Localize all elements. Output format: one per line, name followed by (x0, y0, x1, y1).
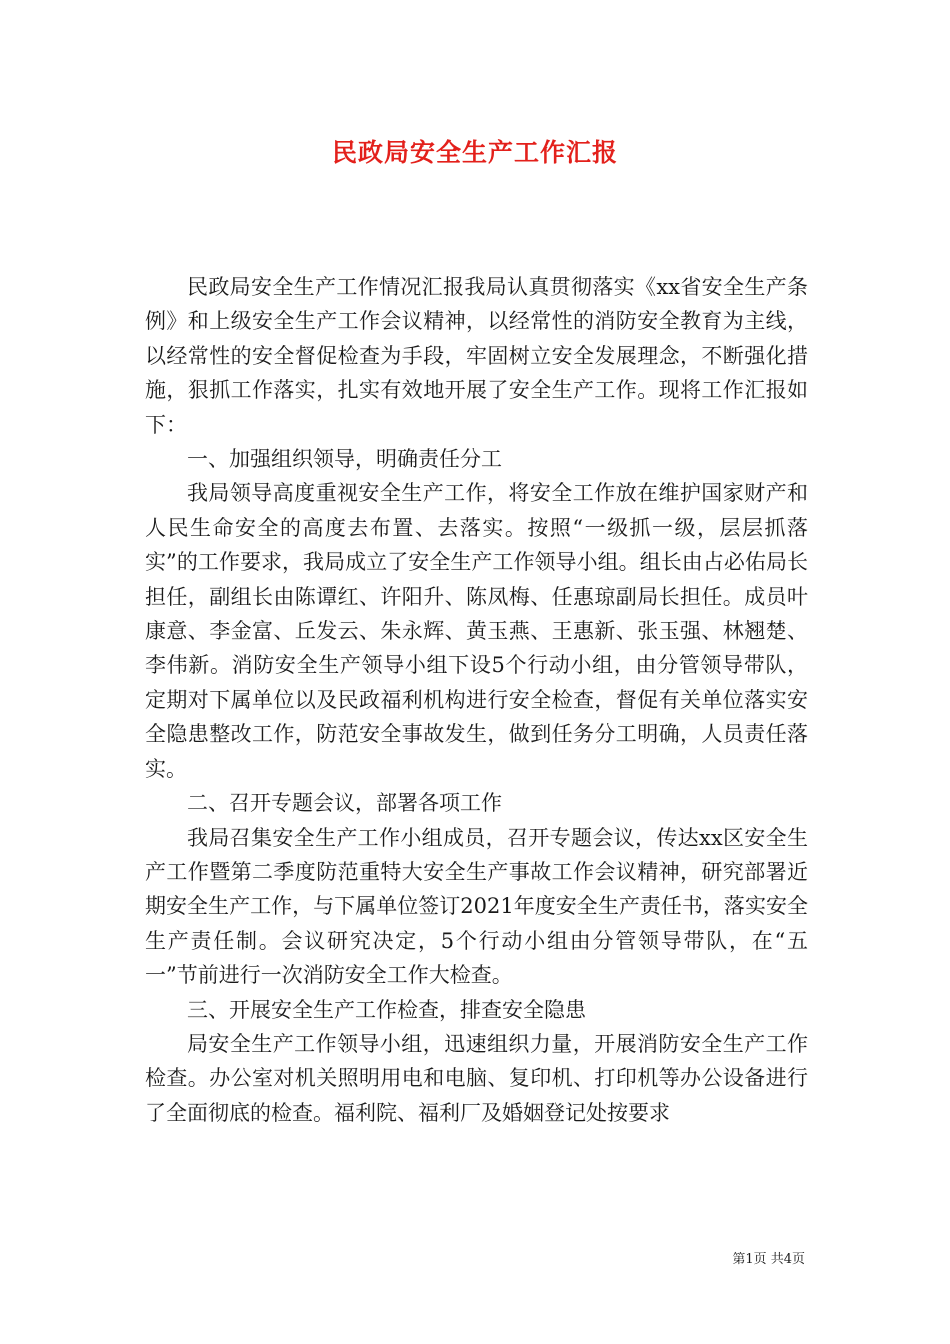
section-paragraph-1: 我局领导高度重视安全生产工作，将安全工作放在维护国家财产和人民生命安全的高度去布置、去落实。按照“一级抓一级，层层抓落实”的工作要求，我局成立了安全生产工作领导小组。组长由占必佑局长担任，副组长由陈谭红、许阳升、陈凤梅、任惠琼副局长担任。成员叶康意、李金富、丘发云、朱永辉、黄玉燕、王惠新、张玉强、林翘楚、李伟新。消防安全生产领导小组下设5个行动小组，由分管领导带队，定期对下属单位以及民政福利机构进行安全检查，督促有关单位落实安全隐患整改工作，防范安全事故发生，做到任务分工明确，人员责任落实。 (145, 481, 808, 781)
section-heading-2: 二、召开专题会议，部署各项工作 (187, 791, 502, 816)
section-heading-1: 一、加强组织领导，明确责任分工 (187, 447, 502, 472)
section-heading-3: 三、开展安全生产工作检查，排查安全隐患 (187, 997, 586, 1022)
document-body (145, 270, 808, 1130)
page-number-footer: 第1页 共4页 (732, 1252, 805, 1267)
document-title: 民政局安全生产工作汇报 (331, 138, 618, 167)
section-paragraph-3: 局安全生产工作领导小组，迅速组织力量，开展消防安全生产工作检查。办公室对机关照明用电和电脑、复印机、打印机等办公设备进行了全面彻底的检查。福利院、福利厂及婚姻登记处按要求 (145, 1031, 808, 1125)
intro-paragraph: 民政局安全生产工作情况汇报我局认真贯彻落实《xx省安全生产条例》和上级安全生产工作会议精神，以经常性的消防安全教育为主线，以经常性的安全督促检查为手段，牢固树立安全发展理念，不断强化措施，狠抓工作落实，扎实有效地开展了安全生产工作。现将工作汇报如下： (145, 275, 808, 437)
section-paragraph-2: 我局召集安全生产工作小组成员，召开专题会议，传达xx区安全生产工作暨第二季度防范重特大安全生产事故工作会议精神，研究部署近期安全生产工作，与下属单位签订2021年度安全生产责任书，落实安全生产责任制。会议研究决定，5个行动小组由分管领导带队，在“五一”节前进行一次消防安全工作大检查。 (145, 825, 808, 988)
